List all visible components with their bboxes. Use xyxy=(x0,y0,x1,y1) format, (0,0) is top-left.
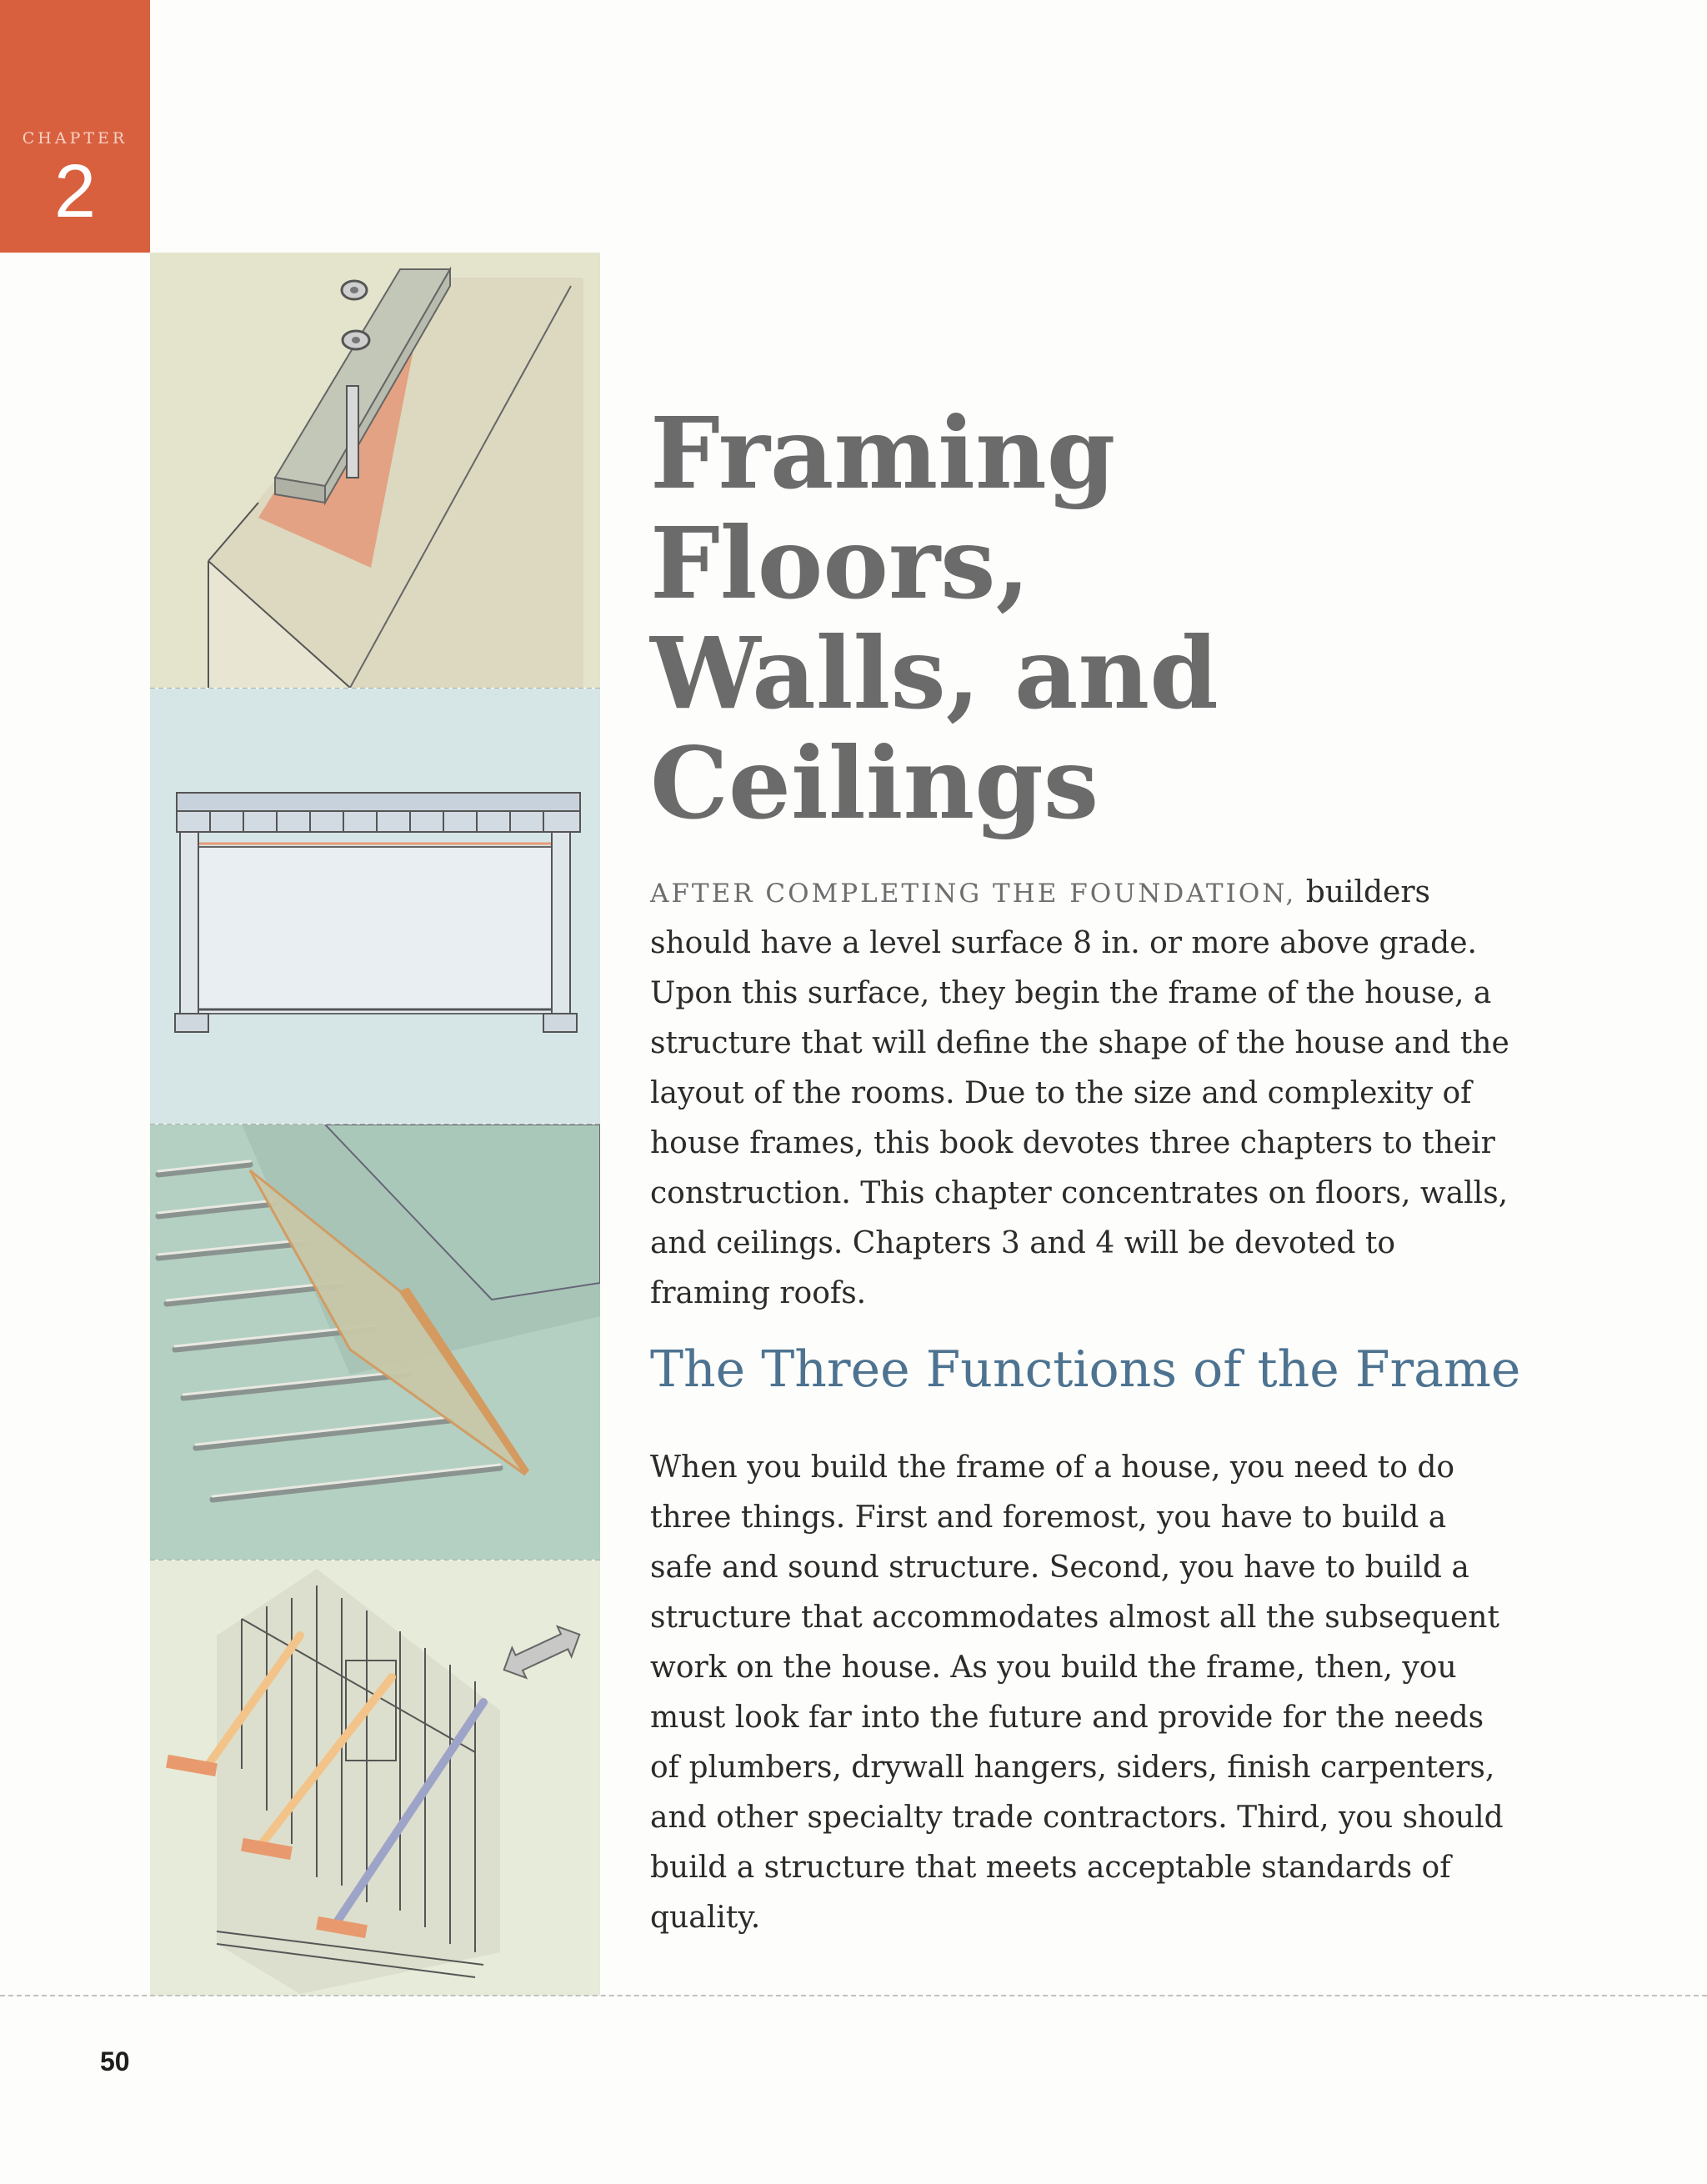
chapter-title-line: Framing Floors, xyxy=(650,395,1116,621)
chapter-tab xyxy=(0,0,150,253)
chapter-title xyxy=(650,395,1484,841)
subfloor-illustration xyxy=(150,1125,600,1560)
section-heading: The Three Functions of the Frame xyxy=(650,1340,1521,1399)
sill-plate-illustration xyxy=(150,253,600,688)
intro-text: builders should have a level surface 8 in. or more above grade. Upon this surface, they begin the frame of the house, a structure that will define the shape of the house and the layout of the rooms. Due to the size and complexity of house frames, this book devotes three chapters to their construction. This chapter concentrates on floors, walls, and ceilings. Chapters 3 and 4 will be devoted to framing roofs. xyxy=(650,875,1509,1310)
page-divider xyxy=(0,1995,1707,1996)
chapter-title-line: Walls, and xyxy=(650,615,1219,731)
intro-paragraph xyxy=(650,868,1517,1319)
illustration-column xyxy=(150,253,600,1995)
page-number: 50 xyxy=(100,2046,130,2076)
section-paragraph: When you build the frame of a house, you need to do three things. First and foremost, you have to build a safe and sound structure. Second, you have to build a structure that accommodates almost all the subsequent work on the house. As you build the frame, then, you must look far into the future and provide for the needs of plumbers, drywall hangers, siders, finish carpenters, and other specialty trade contractors. Third, you should build a structure that meets acceptable standards of quality. xyxy=(650,1450,1504,1935)
floor-section-illustration xyxy=(150,689,600,1124)
chapter-number: 2 xyxy=(53,150,97,233)
intro-lead-in: AFTER COMPLETING THE FOUNDATION, xyxy=(650,879,1297,909)
wall-frame-illustration xyxy=(150,1560,600,1996)
chapter-label: CHAPTER xyxy=(22,129,128,148)
chapter-title-line: Ceilings xyxy=(650,725,1099,841)
